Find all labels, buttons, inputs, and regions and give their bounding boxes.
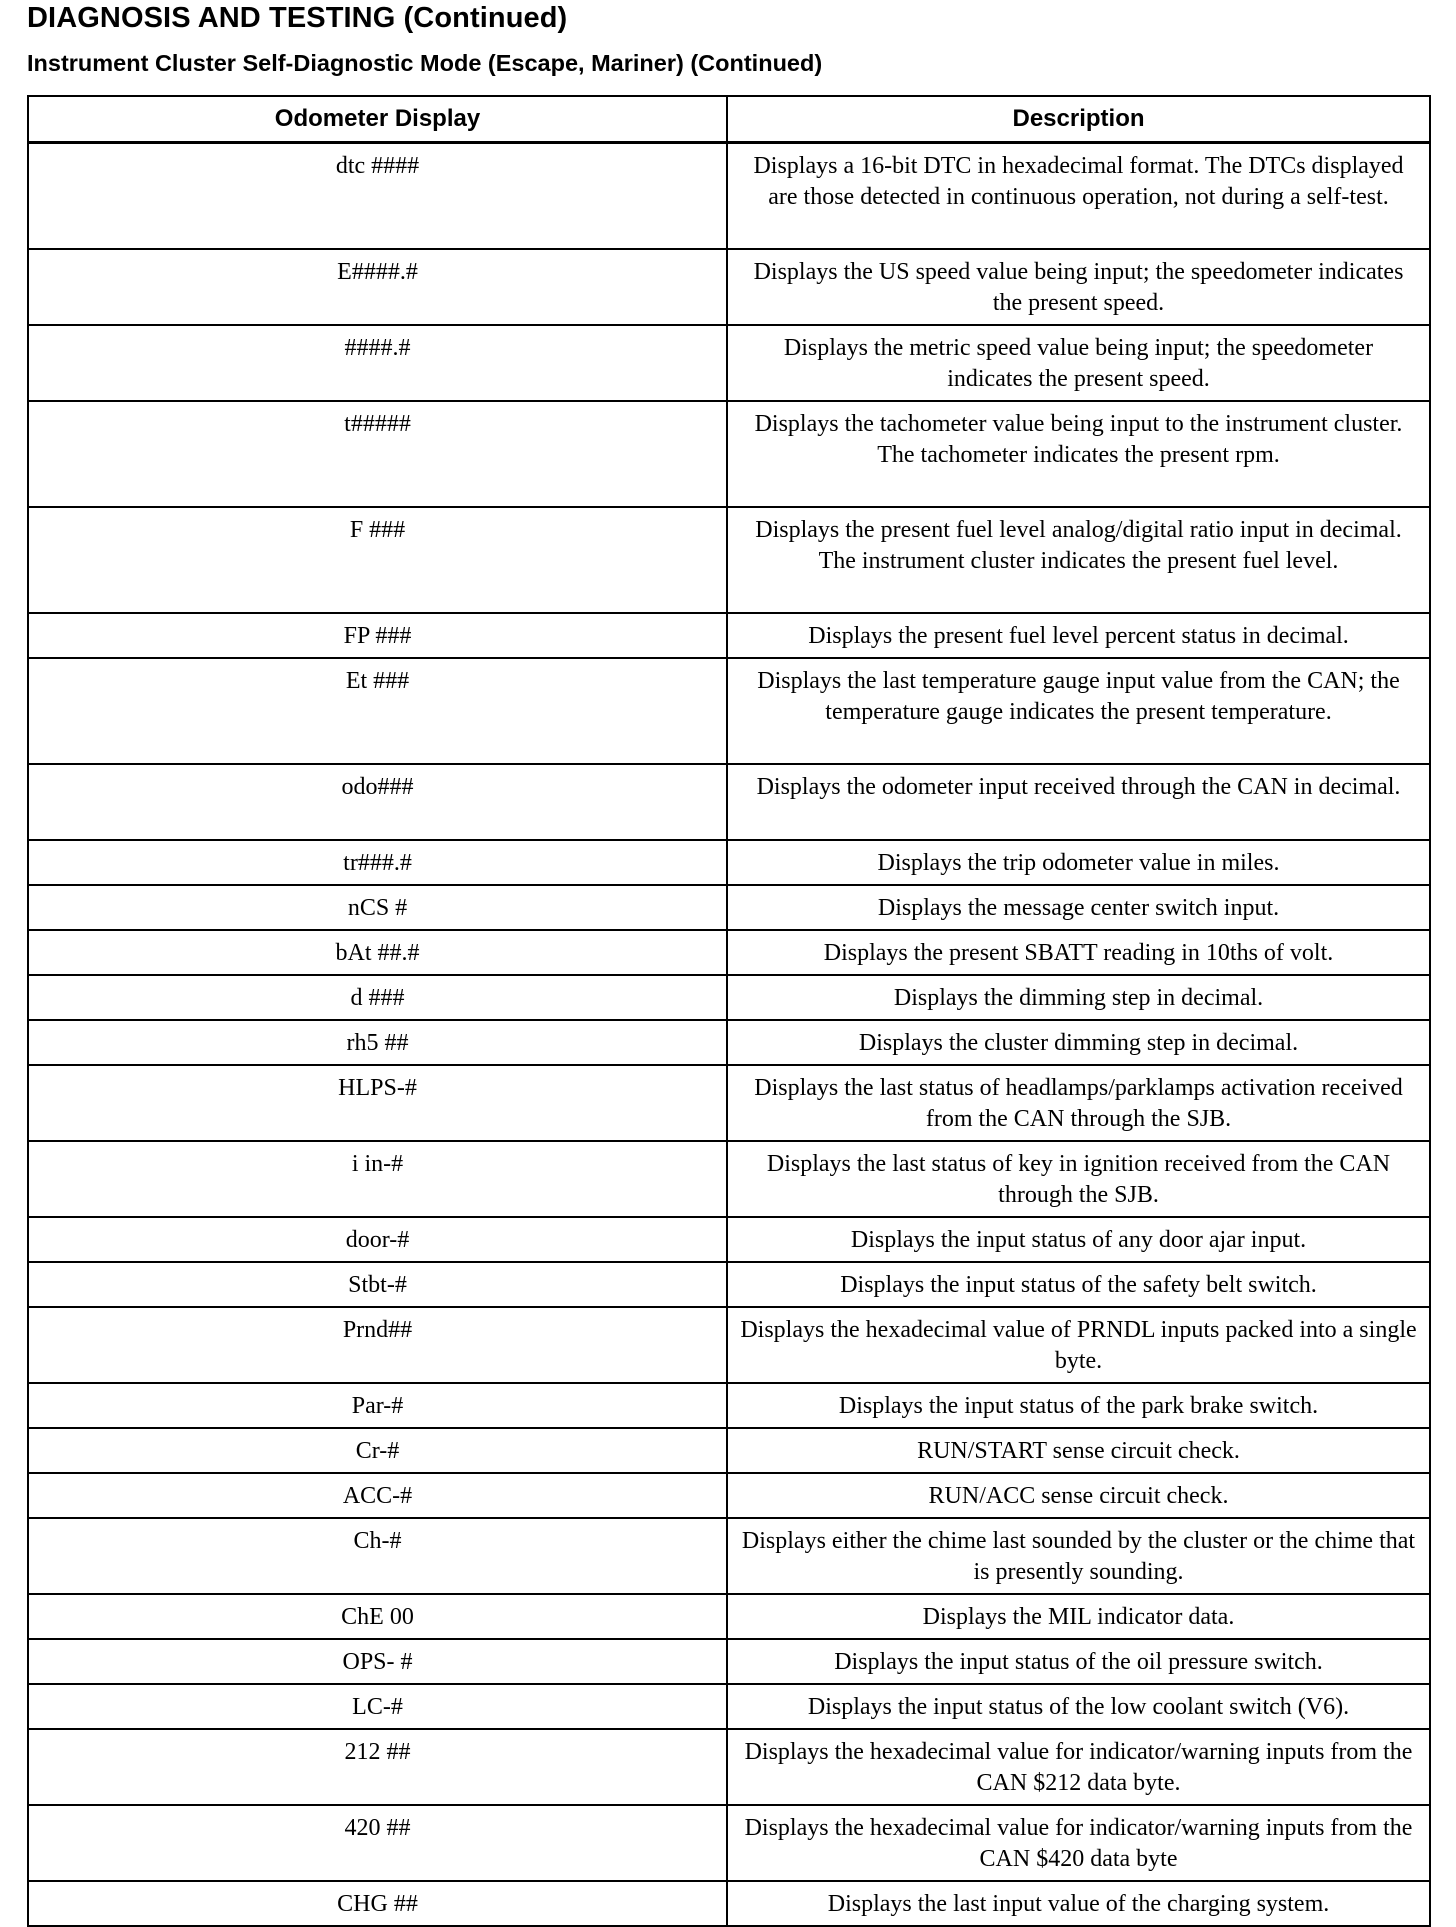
table-row <box>28 325 1430 401</box>
column-header-description: Description <box>727 96 1430 143</box>
odometer-display-cell: nCS # <box>28 885 727 930</box>
description-cell: Displays the dimming step in decimal. <box>727 975 1430 1020</box>
odometer-display-cell: i in-# <box>28 1141 727 1217</box>
odometer-display-cell: ChE 00 <box>28 1594 727 1639</box>
column-header-odometer-display: Odometer Display <box>28 96 727 143</box>
table-row <box>28 1065 1430 1141</box>
table-row <box>28 249 1430 325</box>
description-cell: Displays the hexadecimal value for indicator/warning inputs from the CAN $212 data byte. <box>727 1729 1430 1805</box>
description-cell: Displays the trip odometer value in miles. <box>727 840 1430 885</box>
subsection-title: Instrument Cluster Self-Diagnostic Mode (Escape, Mariner) (Continued) <box>27 50 823 76</box>
description-cell: RUN/START sense circuit check. <box>727 1428 1430 1473</box>
description-cell: Displays the last status of headlamps/parklamps activation received from the CAN through the SJB. <box>727 1065 1430 1141</box>
odometer-display-cell: d ### <box>28 975 727 1020</box>
table-row <box>28 1141 1430 1217</box>
table-row <box>28 658 1430 764</box>
odometer-display-cell: Ch-# <box>28 1518 727 1594</box>
table-header <box>28 96 1430 143</box>
description-cell: Displays either the chime last sounded by the cluster or the chime that is presently sounding. <box>727 1518 1430 1594</box>
odometer-display-cell: bAt ##.# <box>28 930 727 975</box>
description-cell: Displays the input status of the low coolant switch (V6). <box>727 1684 1430 1729</box>
table-row <box>28 840 1430 885</box>
odometer-display-cell: ####.# <box>28 325 727 401</box>
description-cell: Displays the input status of any door ajar input. <box>727 1217 1430 1262</box>
description-cell: Displays the tachometer value being input to the instrument cluster. The tachometer indicates the present rpm. <box>727 401 1430 507</box>
description-cell: Displays the present SBATT reading in 10ths of volt. <box>727 930 1430 975</box>
table-row <box>28 1383 1430 1428</box>
table-row <box>28 1639 1430 1684</box>
table-row <box>28 930 1430 975</box>
table-row <box>28 507 1430 613</box>
odometer-display-cell: ACC-# <box>28 1473 727 1518</box>
odometer-display-cell: E####.# <box>28 249 727 325</box>
table-row <box>28 1262 1430 1307</box>
table-body <box>28 143 1430 1927</box>
description-cell: Displays the present fuel level analog/digital ratio input in decimal. The instrument cluster indicates the present fuel level. <box>727 507 1430 613</box>
odometer-display-cell: rh5 ## <box>28 1020 727 1065</box>
odometer-display-cell: t##### <box>28 401 727 507</box>
odometer-display-cell: Et ### <box>28 658 727 764</box>
table-row <box>28 764 1430 840</box>
table-row <box>28 1473 1430 1518</box>
description-cell: Displays the input status of the oil pressure switch. <box>727 1639 1430 1684</box>
odometer-display-cell: LC-# <box>28 1684 727 1729</box>
odometer-display-cell: F ### <box>28 507 727 613</box>
odometer-display-table <box>27 95 1431 1927</box>
description-cell: Displays the last status of key in ignition received from the CAN through the SJB. <box>727 1141 1430 1217</box>
description-cell: Displays the odometer input received through the CAN in decimal. <box>727 764 1430 840</box>
odometer-display-cell: HLPS-# <box>28 1065 727 1141</box>
odometer-display-cell: door-# <box>28 1217 727 1262</box>
table-row <box>28 1729 1430 1805</box>
odometer-display-cell: CHG ## <box>28 1881 727 1926</box>
description-cell: Displays the US speed value being input; the speedometer indicates the present speed. <box>727 249 1430 325</box>
table-row <box>28 143 1430 250</box>
odometer-display-cell: 420 ## <box>28 1805 727 1881</box>
odometer-display-cell: Stbt-# <box>28 1262 727 1307</box>
description-cell: Displays the cluster dimming step in decimal. <box>727 1020 1430 1065</box>
odometer-display-cell: dtc #### <box>28 143 727 250</box>
description-cell: Displays the MIL indicator data. <box>727 1594 1430 1639</box>
odometer-display-cell: OPS- # <box>28 1639 727 1684</box>
odometer-display-cell: FP ### <box>28 613 727 658</box>
description-cell: Displays the metric speed value being input; the speedometer indicates the present speed. <box>727 325 1430 401</box>
description-cell: Displays the hexadecimal value for indicator/warning inputs from the CAN $420 data byte <box>727 1805 1430 1881</box>
table-row <box>28 1428 1430 1473</box>
description-cell: Displays the last input value of the charging system. <box>727 1881 1430 1926</box>
table-row <box>28 1594 1430 1639</box>
odometer-display-cell: 212 ## <box>28 1729 727 1805</box>
odometer-display-cell: Cr-# <box>28 1428 727 1473</box>
table-row <box>28 1217 1430 1262</box>
description-cell: RUN/ACC sense circuit check. <box>727 1473 1430 1518</box>
header-row <box>28 96 1430 143</box>
odometer-display-cell: odo### <box>28 764 727 840</box>
table-row <box>28 1805 1430 1881</box>
table-row <box>28 1684 1430 1729</box>
description-cell: Displays the present fuel level percent status in decimal. <box>727 613 1430 658</box>
table-row <box>28 1881 1430 1926</box>
table-row <box>28 1518 1430 1594</box>
table-row <box>28 613 1430 658</box>
document-page <box>27 0 1429 1917</box>
description-cell: Displays the hexadecimal value of PRNDL inputs packed into a single byte. <box>727 1307 1430 1383</box>
table-row <box>28 1307 1430 1383</box>
table-row <box>28 1020 1430 1065</box>
odometer-display-cell: tr###.# <box>28 840 727 885</box>
table-row <box>28 975 1430 1020</box>
description-cell: Displays the input status of the safety belt switch. <box>727 1262 1430 1307</box>
section-title: DIAGNOSIS AND TESTING (Continued) <box>27 2 568 34</box>
odometer-display-cell: Par-# <box>28 1383 727 1428</box>
table-row <box>28 885 1430 930</box>
description-cell: Displays the message center switch input. <box>727 885 1430 930</box>
description-cell: Displays the last temperature gauge input value from the CAN; the temperature gauge indicates the present temperature. <box>727 658 1430 764</box>
odometer-display-cell: Prnd## <box>28 1307 727 1383</box>
description-cell: Displays a 16-bit DTC in hexadecimal format. The DTCs displayed are those detected in continuous operation, not during a self-test. <box>727 143 1430 250</box>
table-row <box>28 401 1430 507</box>
description-cell: Displays the input status of the park brake switch. <box>727 1383 1430 1428</box>
